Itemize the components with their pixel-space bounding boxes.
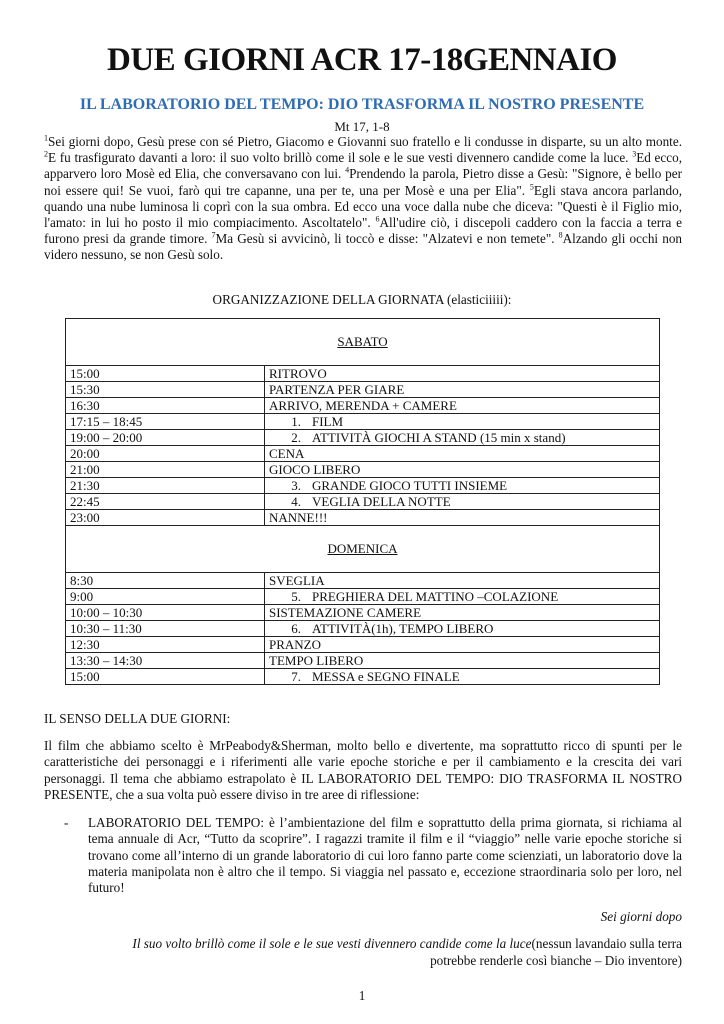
table-row [66, 589, 660, 605]
schedule-time: 23:00 [66, 510, 265, 526]
schedule-time: 15:30 [66, 382, 265, 398]
verse-text: E fu trasfigurato davanti a loro: il suo volto brillò come il sole e le sue vesti divennero candide come la luce. [48, 150, 633, 166]
schedule-activity [265, 382, 660, 398]
verse-text: Prendendo la parola, Pietro disse a Gesù: "Signore, è bello per noi essere qui! Se vuoi, farò qui tre capanne, una per te, una per Mosè e una per Elia". [44, 166, 682, 198]
verse-text: Alzando gli occhi non videro nessuno, se non Gesù solo. [44, 231, 683, 263]
activity-label: NANNE!!! [269, 510, 328, 525]
table-row [66, 637, 660, 653]
table-row [66, 669, 660, 685]
quote-sei-giorni: Sei giorni dopo [600, 909, 682, 924]
activity-label: PRANZO [269, 637, 322, 652]
schedule-activity [265, 573, 660, 589]
page-number: 1 [358, 988, 366, 1003]
table-row [66, 382, 660, 398]
activity-label: RITROVO [269, 366, 327, 381]
table-row [66, 621, 660, 637]
schedule-activity [265, 637, 660, 653]
verse-text: Egli stava ancora parlando, quando una nube luminosa li coprì con la sua ombra. Ed ecco una voce dalla nube che diceva: "Questi è il Figlio mio, l'amato: in lui ho posto il mio compiacimento. Ascoltatelo". [44, 182, 682, 231]
schedule-activity [265, 510, 660, 526]
table-row [66, 510, 660, 526]
organization-heading: ORGANIZZAZIONE DELLA GIORNATA (elasticiiiii): [212, 292, 512, 307]
schedule-activity [265, 621, 660, 637]
schedule-time: 10:30 – 11:30 [66, 621, 265, 637]
activity-label: PREGHIERA DEL MATTINO –COLAZIONE [312, 589, 559, 604]
activity-number: 5. [291, 589, 301, 604]
activity-label: ATTIVITÀ GIOCHI A STAND (15 min x stand) [312, 430, 566, 445]
schedule-time: 19:00 – 20:00 [66, 430, 265, 446]
activity-number: 7. [291, 669, 301, 684]
table-row [66, 398, 660, 414]
schedule-time: 15:00 [66, 366, 265, 382]
quote-volto-italic: Il suo volto brillò come il sole e le sue vesti divennero candide come la luce [132, 936, 532, 951]
quote-volto [100, 935, 682, 969]
schedule-activity [265, 478, 660, 494]
verse-number: 6 [375, 214, 380, 224]
verse-number: 3 [632, 149, 637, 159]
schedule-time: 9:00 [66, 589, 265, 605]
activity-number: 6. [291, 621, 301, 636]
schedule-activity [265, 430, 660, 446]
table-row [66, 478, 660, 494]
table-row [66, 653, 660, 669]
schedule-activity [265, 366, 660, 382]
verse-text: Ma Gesù si avvicinò, li toccò e disse: "Alzatevi e non temete". [215, 231, 559, 247]
saturday-header: SABATO [66, 319, 660, 366]
schedule-time: 15:00 [66, 669, 265, 685]
schedule-time: 8:30 [66, 573, 265, 589]
activity-label: TEMPO LIBERO [269, 653, 364, 668]
schedule-table [65, 318, 660, 685]
verse-number: 1 [44, 133, 48, 143]
verse-text: All'udire ciò, i discepoli caddero con la faccia a terra e furono presi da grande timore. [44, 215, 682, 247]
activity-label: GRANDE GIOCO TUTTI INSIEME [312, 478, 508, 493]
activity-number: 2. [291, 430, 301, 445]
schedule-activity [265, 589, 660, 605]
verse-text: Sei giorni dopo, Gesù prese con sé Pietro, Giacomo e Giovanni suo fratello e li condusse in disparte, su un alto monte. [48, 134, 682, 149]
activity-label: PARTENZA PER GIARE [269, 382, 405, 397]
verse-number: 2 [44, 149, 48, 159]
table-row [66, 494, 660, 510]
table-row [66, 605, 660, 621]
verse-number: 4 [345, 166, 350, 176]
senso-heading: IL SENSO DELLA DUE GIORNI: [44, 711, 231, 726]
schedule-activity [265, 605, 660, 621]
table-row [66, 366, 660, 382]
table-row [66, 462, 660, 478]
table-row [66, 414, 660, 430]
schedule-activity [265, 494, 660, 510]
document-subtitle: IL LABORATORIO DEL TEMPO: DIO TRASFORMA IL NOSTRO PRESENTE [79, 96, 645, 113]
schedule-time: 22:45 [66, 494, 265, 510]
activity-label: FILM [312, 414, 344, 429]
schedule-time: 17:15 – 18:45 [66, 414, 265, 430]
sunday-header: DOMENICA [66, 526, 660, 573]
schedule-activity [265, 462, 660, 478]
table-row [66, 446, 660, 462]
schedule-time: 21:30 [66, 478, 265, 494]
schedule-time: 20:00 [66, 446, 265, 462]
senso-paragraph: Il film che abbiamo scelto è MrPeabody&Sherman, molto bello e divertente, ma soprattutto ricco di spunti per le caratteristiche dei personaggi e i riferimenti alle varie epoche storiche e per il cambiamento e la crescita dei vari personaggi. Il tema che abbiamo estrapolato è IL LABORATORIO DEL TEMPO: DIO TRASFORMA IL NOSTRO PRESENTE, che a sua volta può essere diviso in tre aree di riflessione: [44, 738, 682, 802]
document-title: DUE GIORNI ACR 17-18GENNAIO [107, 42, 617, 78]
activity-label: SVEGLIA [269, 573, 325, 588]
activity-number: 3. [291, 478, 301, 493]
schedule-time: 12:30 [66, 637, 265, 653]
activity-label: MESSA e SEGNO FINALE [312, 669, 460, 684]
schedule-time: 21:00 [66, 462, 265, 478]
schedule-activity [265, 446, 660, 462]
gospel-passage [44, 134, 682, 264]
verse-number: 8 [558, 230, 563, 240]
schedule-activity [265, 398, 660, 414]
schedule-time: 16:30 [66, 398, 265, 414]
schedule-activity [265, 669, 660, 685]
verse-number: 7 [211, 230, 216, 240]
quote-volto-note: (nessun lavandaio sulla terra potrebbe renderle così bianche – Dio inventore) [430, 936, 682, 968]
activity-label: SISTEMAZIONE CAMERE [269, 605, 422, 620]
activity-label: VEGLIA DELLA NOTTE [312, 494, 451, 509]
activity-label: ARRIVO, MERENDA + CAMERE [269, 398, 457, 413]
activity-label: ATTIVITÀ(1h), TEMPO LIBERO [312, 621, 494, 636]
bullet-text: LABORATORIO DEL TEMPO: è l’ambientazione del film e soprattutto della prima giornata, si richiama al tema annuale di Acr, “Tutto da scoprire”. I ragazzi tramite il film e il “viaggio” nelle varie epoche storiche si trovano come all’interno di un grande laboratorio di cui loro fanno parte come scienziati, un laboratorio dove la materia manipolata non è altro che il tempo. Si viaggia nel passato e, eccezione straordinaria solo per loro, nel futuro! [88, 815, 682, 896]
bullet-item [64, 815, 682, 896]
activity-number: 1. [291, 414, 301, 429]
schedule-activity [265, 653, 660, 669]
table-row [66, 430, 660, 446]
activity-label: GIOCO LIBERO [269, 462, 361, 477]
activity-label: CENA [269, 446, 305, 461]
schedule-time: 13:30 – 14:30 [66, 653, 265, 669]
table-row [66, 573, 660, 589]
gospel-reference: Mt 17, 1-8 [334, 119, 390, 134]
verse-text: Ed ecco, apparvero loro Mosè ed Elia, che conversavano con lui. [44, 150, 682, 182]
schedule-activity [265, 414, 660, 430]
verse-number: 5 [529, 182, 534, 192]
activity-number: 4. [291, 494, 301, 509]
bullet-dash: - [64, 815, 69, 830]
schedule-time: 10:00 – 10:30 [66, 605, 265, 621]
